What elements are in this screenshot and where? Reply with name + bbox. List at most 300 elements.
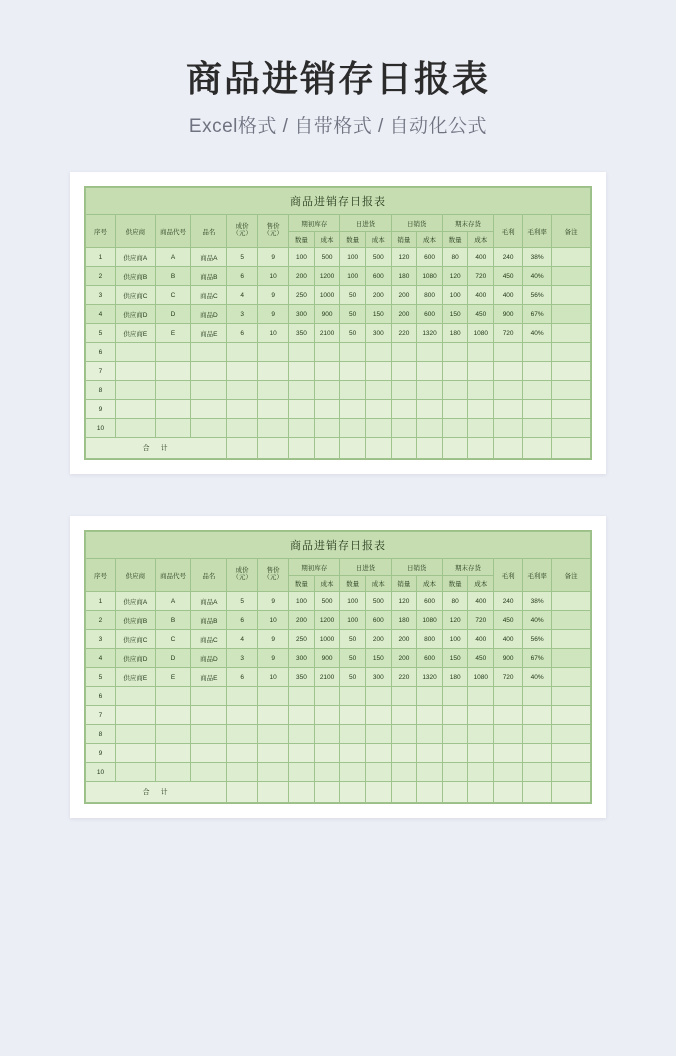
table-row — [86, 687, 591, 706]
cell-gross-rate — [523, 763, 552, 782]
cell-cost — [227, 381, 258, 400]
total-out-cost — [417, 782, 443, 803]
sheet-title: 商品进销存日报表 — [86, 188, 591, 215]
cell-gross — [494, 725, 523, 744]
cell-note — [552, 725, 591, 744]
cell-end-cost — [468, 362, 494, 381]
cell-gross — [494, 419, 523, 438]
cell-code: B — [155, 611, 191, 630]
cell-price — [258, 381, 289, 400]
cell-supplier — [115, 763, 155, 782]
cell-in-cost: 500 — [365, 592, 391, 611]
cell-price: 9 — [258, 305, 289, 324]
cell-out-cost — [417, 343, 443, 362]
cell-out-cost — [417, 725, 443, 744]
cell-supplier: 供应商B — [115, 267, 155, 286]
cell-in-qty: 50 — [340, 630, 366, 649]
cell-begin-cost — [314, 400, 340, 419]
cell-in-cost — [365, 400, 391, 419]
cell-supplier: 供应商B — [115, 611, 155, 630]
cell-note — [552, 763, 591, 782]
cell-begin-qty: 300 — [289, 305, 315, 324]
col-subheader-end-cost: 成本 — [468, 576, 494, 592]
total-note — [552, 438, 591, 459]
col-header-name: 品名 — [191, 559, 227, 592]
total-in-qty — [340, 782, 366, 803]
cell-begin-cost — [314, 706, 340, 725]
cell-price — [258, 419, 289, 438]
cell-gross — [494, 706, 523, 725]
col-subheader-in-cost: 成本 — [365, 232, 391, 248]
cell-begin-cost: 2100 — [314, 324, 340, 343]
cell-begin-qty — [289, 763, 315, 782]
cell-gross: 720 — [494, 668, 523, 687]
cell-begin-cost: 1200 — [314, 611, 340, 630]
cell-gross-rate: 67% — [523, 649, 552, 668]
col-header-end-stock: 期末存货 — [442, 559, 493, 576]
cell-gross: 720 — [494, 324, 523, 343]
cell-note — [552, 324, 591, 343]
cell-begin-cost — [314, 744, 340, 763]
cell-in-cost — [365, 343, 391, 362]
cell-gross: 240 — [494, 592, 523, 611]
cell-end-qty: 80 — [442, 592, 468, 611]
cell-note — [552, 706, 591, 725]
cell-out-cost: 1080 — [417, 611, 443, 630]
cell-out-qty — [391, 400, 417, 419]
col-header-sell-price — [258, 215, 289, 248]
cell-in-qty — [340, 419, 366, 438]
cell-seq: 8 — [86, 725, 116, 744]
header-group-row — [86, 559, 591, 576]
cell-name — [191, 419, 227, 438]
col-header-supplier: 供应商 — [115, 559, 155, 592]
cell-end-cost: 400 — [468, 592, 494, 611]
cell-seq: 9 — [86, 400, 116, 419]
col-header-cost-price — [227, 215, 258, 248]
total-begin-cost — [314, 438, 340, 459]
table-row — [86, 267, 591, 286]
col-header-sell-price — [258, 559, 289, 592]
col-header-cost-price-l1: 成价 — [235, 567, 249, 575]
cell-out-qty: 220 — [391, 324, 417, 343]
table-row — [86, 630, 591, 649]
cell-out-cost: 600 — [417, 649, 443, 668]
cell-price: 10 — [258, 324, 289, 343]
col-subheader-begin-qty: 数量 — [289, 232, 315, 248]
col-header-seq: 序号 — [86, 559, 116, 592]
cell-out-cost — [417, 381, 443, 400]
cell-end-qty: 120 — [442, 611, 468, 630]
cell-price — [258, 362, 289, 381]
total-cost — [227, 782, 258, 803]
cell-name: 商品C — [191, 630, 227, 649]
cell-name — [191, 400, 227, 419]
cell-in-qty — [340, 763, 366, 782]
cell-out-qty: 120 — [391, 248, 417, 267]
col-header-sell-price-l2: （元） — [263, 230, 283, 237]
cell-in-cost — [365, 725, 391, 744]
cell-note — [552, 611, 591, 630]
cell-name — [191, 362, 227, 381]
cell-code — [155, 725, 191, 744]
cell-note — [552, 381, 591, 400]
col-subheader-out-qty: 销量 — [391, 576, 417, 592]
cell-gross: 400 — [494, 286, 523, 305]
cell-gross — [494, 687, 523, 706]
cell-begin-qty — [289, 725, 315, 744]
cell-out-cost — [417, 687, 443, 706]
cell-in-cost — [365, 744, 391, 763]
cell-price — [258, 763, 289, 782]
cell-in-cost: 600 — [365, 267, 391, 286]
cell-end-qty — [442, 419, 468, 438]
cell-end-qty — [442, 362, 468, 381]
cell-out-qty — [391, 381, 417, 400]
cell-end-qty: 120 — [442, 267, 468, 286]
cell-end-cost — [468, 343, 494, 362]
table-row — [86, 611, 591, 630]
cell-gross-rate — [523, 687, 552, 706]
cell-gross — [494, 362, 523, 381]
cell-code: C — [155, 286, 191, 305]
total-out-qty — [391, 438, 417, 459]
cell-cost — [227, 362, 258, 381]
cell-note — [552, 744, 591, 763]
cell-end-qty: 150 — [442, 305, 468, 324]
cell-supplier — [115, 362, 155, 381]
cell-end-cost — [468, 419, 494, 438]
cell-seq: 2 — [86, 611, 116, 630]
cell-seq: 7 — [86, 706, 116, 725]
cell-seq: 3 — [86, 286, 116, 305]
cell-code — [155, 706, 191, 725]
cell-end-cost: 400 — [468, 630, 494, 649]
cell-note — [552, 248, 591, 267]
spreadsheet-2 — [84, 530, 592, 804]
col-header-gross: 毛利 — [494, 215, 523, 248]
cell-end-qty: 180 — [442, 324, 468, 343]
cell-begin-qty: 200 — [289, 611, 315, 630]
spreadsheet-1 — [84, 186, 592, 460]
cell-price: 9 — [258, 649, 289, 668]
cell-end-qty — [442, 706, 468, 725]
cell-gross-rate — [523, 343, 552, 362]
cell-cost: 5 — [227, 592, 258, 611]
cell-end-qty — [442, 744, 468, 763]
col-subheader-in-cost: 成本 — [365, 576, 391, 592]
col-header-end-stock: 期末存货 — [442, 215, 493, 232]
cell-name — [191, 725, 227, 744]
total-note — [552, 782, 591, 803]
cell-end-cost — [468, 400, 494, 419]
cell-begin-cost: 1200 — [314, 267, 340, 286]
cell-name: 商品D — [191, 649, 227, 668]
cell-code — [155, 744, 191, 763]
cell-in-cost — [365, 706, 391, 725]
cell-supplier: 供应商E — [115, 324, 155, 343]
cell-gross — [494, 381, 523, 400]
cell-in-qty — [340, 400, 366, 419]
table-row — [86, 286, 591, 305]
cell-cost — [227, 400, 258, 419]
cell-end-qty: 180 — [442, 668, 468, 687]
cell-out-cost: 1320 — [417, 668, 443, 687]
cell-gross: 900 — [494, 305, 523, 324]
cell-gross: 450 — [494, 611, 523, 630]
cell-supplier — [115, 400, 155, 419]
cell-supplier: 供应商E — [115, 668, 155, 687]
col-header-daily-in: 日进货 — [340, 559, 391, 576]
table-row — [86, 592, 591, 611]
total-in-cost — [365, 782, 391, 803]
cell-end-cost — [468, 744, 494, 763]
cell-begin-cost: 500 — [314, 592, 340, 611]
col-header-cost-price-l2: （元） — [232, 574, 252, 581]
cell-end-cost: 1080 — [468, 668, 494, 687]
cell-gross-rate: 38% — [523, 248, 552, 267]
cell-out-qty: 180 — [391, 611, 417, 630]
cell-supplier — [115, 687, 155, 706]
cell-gross-rate: 67% — [523, 305, 552, 324]
cell-gross-rate — [523, 744, 552, 763]
cell-in-qty: 50 — [340, 324, 366, 343]
cell-end-qty — [442, 343, 468, 362]
cell-in-cost: 300 — [365, 668, 391, 687]
cell-code: C — [155, 630, 191, 649]
cell-seq: 3 — [86, 630, 116, 649]
cell-price: 9 — [258, 248, 289, 267]
cell-seq: 4 — [86, 649, 116, 668]
cell-code — [155, 381, 191, 400]
cell-name — [191, 343, 227, 362]
cell-end-qty: 100 — [442, 630, 468, 649]
cell-in-cost — [365, 362, 391, 381]
cell-begin-qty — [289, 706, 315, 725]
total-begin-qty — [289, 438, 315, 459]
cell-supplier — [115, 706, 155, 725]
cell-gross: 450 — [494, 267, 523, 286]
cell-begin-cost: 1000 — [314, 286, 340, 305]
cell-in-cost: 150 — [365, 649, 391, 668]
table-row — [86, 400, 591, 419]
cell-end-cost: 450 — [468, 305, 494, 324]
cell-cost: 6 — [227, 668, 258, 687]
cell-price: 10 — [258, 611, 289, 630]
cell-in-qty: 50 — [340, 305, 366, 324]
cell-in-qty — [340, 706, 366, 725]
cell-seq: 10 — [86, 419, 116, 438]
cell-in-qty: 100 — [340, 611, 366, 630]
cell-price — [258, 744, 289, 763]
table-row — [86, 725, 591, 744]
col-header-cost-price — [227, 559, 258, 592]
cell-out-qty — [391, 419, 417, 438]
cell-out-cost: 600 — [417, 305, 443, 324]
page-subtitle: Excel格式 / 自带格式 / 自动化公式 — [188, 116, 488, 137]
cell-seq: 1 — [86, 248, 116, 267]
cell-out-qty: 200 — [391, 630, 417, 649]
total-begin-cost — [314, 782, 340, 803]
cell-in-cost: 200 — [365, 630, 391, 649]
cell-gross-rate: 40% — [523, 668, 552, 687]
col-subheader-in-qty: 数量 — [340, 576, 366, 592]
cell-begin-cost: 900 — [314, 649, 340, 668]
cell-in-cost — [365, 687, 391, 706]
cell-end-cost: 1080 — [468, 324, 494, 343]
cell-in-qty: 50 — [340, 649, 366, 668]
col-header-cost-price-l1: 成价 — [235, 223, 249, 231]
cell-in-qty — [340, 725, 366, 744]
cell-note — [552, 649, 591, 668]
cell-begin-qty — [289, 381, 315, 400]
page-title: 商品进销存日报表 — [185, 58, 490, 99]
cell-end-qty — [442, 400, 468, 419]
cell-supplier: 供应商A — [115, 248, 155, 267]
cell-in-qty: 50 — [340, 668, 366, 687]
total-end-cost — [468, 438, 494, 459]
cell-price — [258, 706, 289, 725]
cell-price: 10 — [258, 668, 289, 687]
table-row — [86, 744, 591, 763]
total-end-cost — [468, 782, 494, 803]
col-header-code: 商品代号 — [155, 559, 191, 592]
cell-in-qty — [340, 687, 366, 706]
col-header-daily-in: 日进货 — [340, 215, 391, 232]
cell-cost: 6 — [227, 267, 258, 286]
cell-gross-rate — [523, 706, 552, 725]
col-header-daily-out: 日销货 — [391, 215, 442, 232]
cell-code — [155, 763, 191, 782]
cell-name — [191, 763, 227, 782]
cell-begin-qty: 250 — [289, 286, 315, 305]
cell-name: 商品D — [191, 305, 227, 324]
total-out-cost — [417, 438, 443, 459]
cell-out-cost — [417, 744, 443, 763]
total-begin-qty — [289, 782, 315, 803]
cell-code: B — [155, 267, 191, 286]
cell-in-qty — [340, 343, 366, 362]
cell-name: 商品C — [191, 286, 227, 305]
col-subheader-end-qty: 数量 — [442, 576, 468, 592]
col-subheader-out-cost: 成本 — [417, 232, 443, 248]
cell-begin-cost — [314, 343, 340, 362]
table-row — [86, 668, 591, 687]
cell-cost — [227, 725, 258, 744]
cell-begin-cost — [314, 725, 340, 744]
cell-in-qty — [340, 381, 366, 400]
cell-out-qty — [391, 725, 417, 744]
cell-end-cost: 720 — [468, 267, 494, 286]
cell-out-qty: 120 — [391, 592, 417, 611]
cell-out-qty — [391, 362, 417, 381]
cell-gross — [494, 744, 523, 763]
table-row — [86, 324, 591, 343]
col-subheader-out-cost: 成本 — [417, 576, 443, 592]
cell-begin-qty — [289, 362, 315, 381]
cell-cost — [227, 706, 258, 725]
cell-in-cost — [365, 763, 391, 782]
cell-cost — [227, 687, 258, 706]
cell-out-cost — [417, 400, 443, 419]
cell-out-qty — [391, 706, 417, 725]
cell-in-cost: 150 — [365, 305, 391, 324]
cell-end-cost: 400 — [468, 286, 494, 305]
cell-code — [155, 687, 191, 706]
cell-name — [191, 744, 227, 763]
cell-begin-qty: 350 — [289, 324, 315, 343]
cell-out-cost — [417, 362, 443, 381]
cell-begin-qty: 100 — [289, 248, 315, 267]
table-row — [86, 649, 591, 668]
cell-name — [191, 687, 227, 706]
cell-out-cost — [417, 763, 443, 782]
cell-end-cost: 720 — [468, 611, 494, 630]
cell-supplier: 供应商A — [115, 592, 155, 611]
cell-code: E — [155, 324, 191, 343]
cell-gross — [494, 400, 523, 419]
cell-code: A — [155, 248, 191, 267]
cell-seq: 7 — [86, 362, 116, 381]
cell-out-cost — [417, 419, 443, 438]
cell-code — [155, 419, 191, 438]
cell-gross: 400 — [494, 630, 523, 649]
cell-price: 9 — [258, 286, 289, 305]
cell-seq: 5 — [86, 324, 116, 343]
cell-seq: 9 — [86, 744, 116, 763]
col-header-daily-out: 日销货 — [391, 559, 442, 576]
cell-gross: 240 — [494, 248, 523, 267]
cell-begin-cost — [314, 687, 340, 706]
cell-cost — [227, 419, 258, 438]
cell-begin-cost: 1000 — [314, 630, 340, 649]
cell-out-qty: 200 — [391, 286, 417, 305]
cell-gross-rate: 56% — [523, 286, 552, 305]
report-table-2 — [85, 531, 591, 803]
cell-price: 9 — [258, 592, 289, 611]
cell-note — [552, 267, 591, 286]
cell-begin-cost — [314, 381, 340, 400]
cell-in-qty — [340, 362, 366, 381]
cell-supplier: 供应商C — [115, 630, 155, 649]
report-table-1 — [85, 187, 591, 459]
cell-supplier — [115, 343, 155, 362]
col-header-gross-rate: 毛利率 — [523, 215, 552, 248]
col-header-supplier: 供应商 — [115, 215, 155, 248]
cell-gross — [494, 763, 523, 782]
cell-note — [552, 630, 591, 649]
cell-end-cost: 450 — [468, 649, 494, 668]
cell-seq: 10 — [86, 763, 116, 782]
cell-begin-qty — [289, 419, 315, 438]
cell-end-qty — [442, 763, 468, 782]
cell-seq: 8 — [86, 381, 116, 400]
cell-name: 商品E — [191, 324, 227, 343]
cell-supplier — [115, 744, 155, 763]
cell-in-cost — [365, 419, 391, 438]
cell-end-cost: 400 — [468, 248, 494, 267]
cell-end-cost — [468, 687, 494, 706]
table-row — [86, 362, 591, 381]
report-card-preview-1 — [70, 172, 606, 474]
cell-begin-qty — [289, 687, 315, 706]
cell-cost — [227, 744, 258, 763]
col-header-note: 备注 — [552, 215, 591, 248]
total-in-qty — [340, 438, 366, 459]
cell-begin-qty — [289, 400, 315, 419]
total-cost — [227, 438, 258, 459]
cell-cost: 5 — [227, 248, 258, 267]
